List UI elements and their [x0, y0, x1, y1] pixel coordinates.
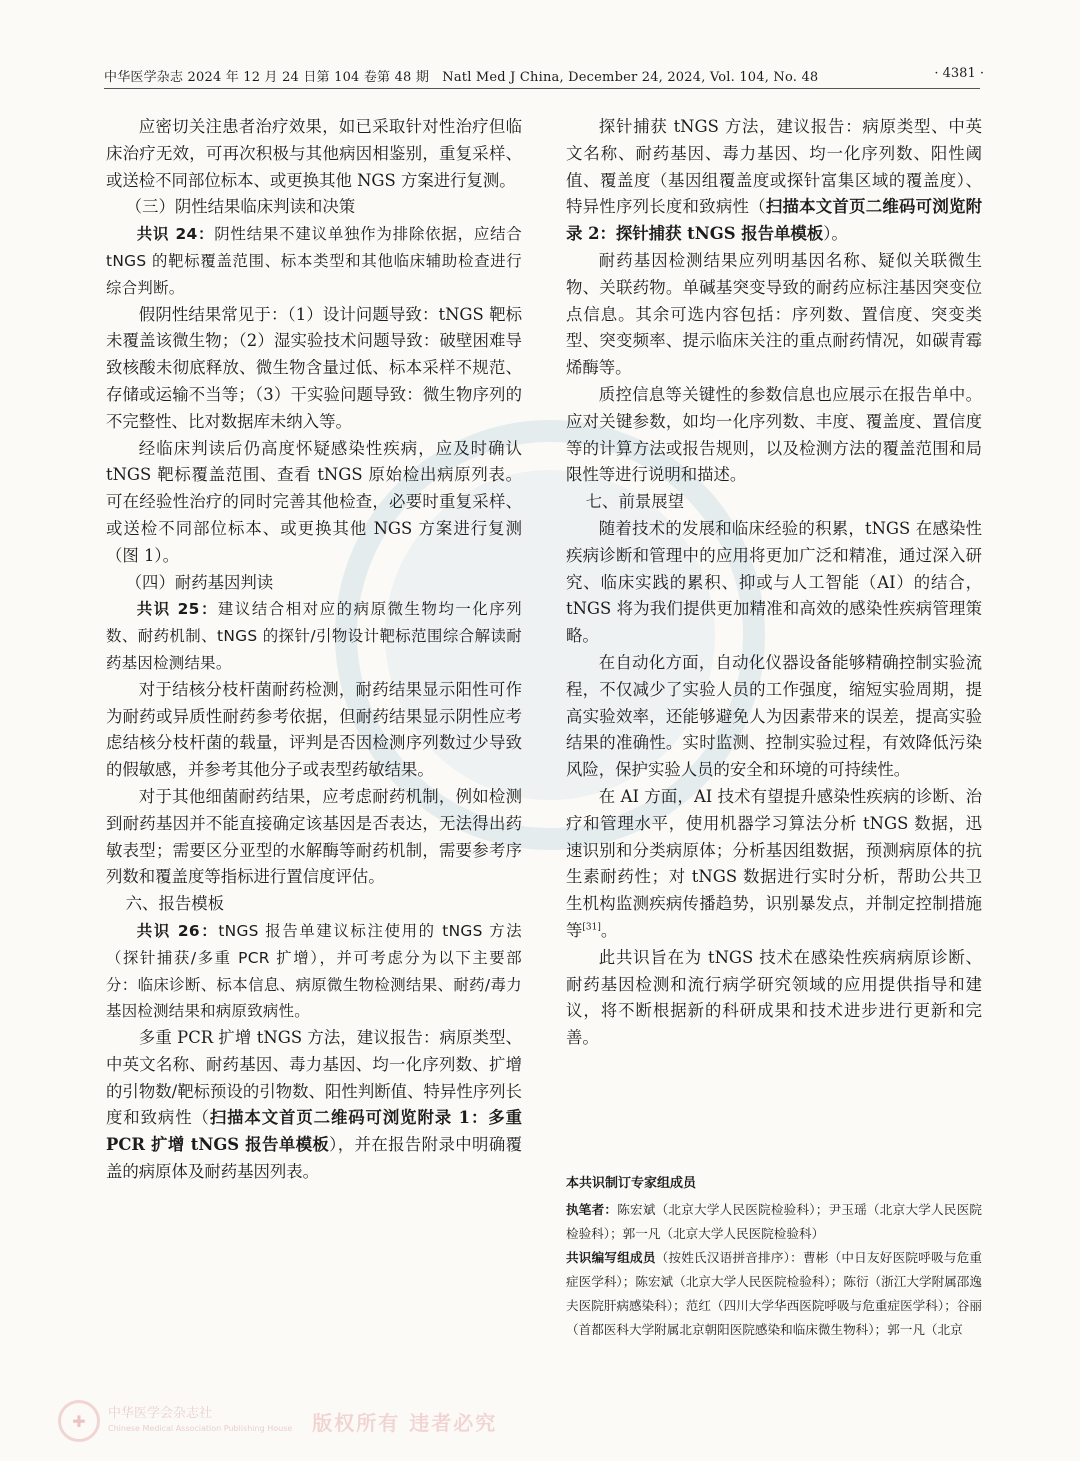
section-heading: （三）阴性结果临床判读和决策	[125, 197, 356, 217]
paragraph: 对于其他细菌耐药结果，应考虑耐药机制，例如检测到耐药基因并不能直接确定该基因是否表达，无法得出药敏表型；需要区分亚型的水解酶等耐药机制，需要参考序列数和覆盖度等指标进行置信度评估。	[106, 786, 522, 887]
authors-line	[566, 1198, 982, 1246]
reference-marker: [31]	[582, 922, 601, 933]
group-text: （按姓氏汉语拼音排序）：曹彬（中日友好医院呼吸与危重症医学科）；陈宏斌（北京大学人民医院检验科）；陈衍（浙江大学附属邵逸夫医院肝病感染科）；范红（四川大学华西医院呼吸与危重症医学科）；谷丽（首都医科大学附属北京朝阳医院感染和临床微生物科）；郭一凡（北京	[566, 1250, 982, 1337]
consensus-26	[106, 918, 522, 1025]
paragraph: 此共识旨在为 tNGS 技术在感染性疾病病原诊断、耐药基因检测和流行病学研究领域的应用提供指导和建议，将不断根据新的科研成果和技术进步进行更新和完善。	[566, 947, 982, 1048]
text-run: 探针捕获 tNGS 方法，建议报告：病原类型、中英文名称、耐药基因、毒力基因、均一化序列数、阳性阈值、覆盖度（基因组覆盖度或探针富集区域的覆盖度）、特异性序列长度和致病性（	[566, 117, 982, 217]
publisher-en: Chinese Medical Association Publishing House	[108, 1424, 293, 1433]
text-run: ）。	[823, 224, 848, 244]
paragraph	[566, 784, 982, 945]
group-label: 共识编写组成员	[566, 1250, 656, 1265]
header-rule	[104, 88, 980, 89]
group-line	[566, 1246, 982, 1342]
section-heading: 七、前景展望	[585, 492, 685, 512]
appendix-link: 扫描本文首页二维码可浏览附录 1：多重 PCR 扩增 tNGS 报告单模板	[106, 1108, 522, 1155]
paragraph: 对于结核分枝杆菌耐药检测，耐药结果显示阳性可作为耐药或异质性耐药参考依据，但耐药结果显示阴性应考虑结核分枝杆菌的载量，评判是否因检测序列数过少导致的假敏感，并参考其他分子或表型药敏结果。	[106, 679, 522, 780]
paragraph: 质控信息等关键性的参数信息也应展示在报告单中。应对关键参数，如均一化序列数、丰度、覆盖度、置信度等的计算方法或报告规则，以及检测方法的覆盖范围和局限性等进行说明和描述。	[566, 384, 982, 485]
expert-group-title: 本共识制订专家组成员	[566, 1176, 697, 1191]
publisher-name	[108, 1406, 292, 1436]
publisher-seal-icon: ✚	[58, 1400, 100, 1442]
consensus-24	[106, 221, 522, 301]
left-column	[106, 114, 522, 1186]
paragraph: 随着技术的发展和临床经验的积累，tNGS 在感染性疾病诊断和管理中的应用将更加广泛和精准，通过深入研究、临床实践的累积、抑或与人工智能（AI）的结合，tNGS 将为我们提供更加精准和高效的感染性疾病管理策略。	[566, 518, 982, 646]
running-header	[104, 66, 984, 86]
text-run: 。	[600, 920, 618, 940]
publisher-cn: 中华医学会杂志社	[108, 1406, 213, 1421]
consensus-label: 共识 26：	[136, 921, 219, 940]
section-heading: （四）耐药基因判读	[125, 572, 274, 592]
paragraph: 应密切关注患者治疗效果，如已采取针对性治疗但临床治疗无效，可再次积极与其他病因相鉴别，重复采样、或送检不同部位标本、或更换其他 NGS 方案进行复测。	[106, 117, 522, 190]
section-heading: 六、报告模板	[125, 894, 225, 914]
text-run: 多重 PCR 扩增 tNGS 方法，建议报告：病原类型、中英文名称、耐药基因、毒力基因、均一化序列数、扩增的引物数/靶标预设的引物数、阳性判断值、特异性序列长度和致病性（	[106, 1028, 522, 1128]
right-column	[566, 114, 982, 1052]
consensus-text: 建议结合相对应的病原微生物均一化序列数、耐药机制、tNGS 的探针/引物设计靶标范围综合解读耐药基因检测结果。	[106, 600, 523, 672]
text-run: 在 AI 方面，AI 技术有望提升感染性疾病的诊断、治疗和管理水平，使用机器学习算法分析 tNGS 数据，迅速识别和分类病原体；分析基因组数据，预测病原体的抗生素耐药性；对 tNGS 数据进行实时分析，帮助公共卫生机构监测疾病传播趋势，识别暴发点，并制定控制措施等	[566, 786, 982, 940]
paragraph	[106, 1025, 522, 1186]
authors-text: 陈宏斌（北京大学人民医院检验科）；尹玉瑶（北京大学人民医院检验科）；郭一凡（北京大学人民医院检验科）	[566, 1202, 983, 1241]
consensus-label: 共识 25：	[136, 600, 218, 619]
appendix-link: 扫描本文首页二维码可浏览附录 2：探针捕获 tNGS 报告单模板	[566, 197, 983, 244]
paragraph: 经临床判读后仍高度怀疑感染性疾病，应及时确认 tNGS 靶标覆盖范围、查看 tNGS 原始检出病原列表。可在经验性治疗的同时完善其他检查，必要时重复采样、或送检不同部位标本、或更换其他 NGS 方案进行复测（图 1）。	[106, 438, 522, 565]
expert-group	[566, 1172, 982, 1342]
authors-label: 执笔者：	[566, 1202, 618, 1217]
consensus-text: tNGS 报告单建议标注使用的 tNGS 方法（探针捕获/多重 PCR 扩增），并可考虑分为以下主要部分：临床诊断、标本信息、病原微生物检测结果、耐药/毒力基因检测结果和病原致病性。	[106, 921, 522, 1021]
paragraph: 耐药基因检测结果应列明基因名称、疑似关联微生物、关联药物。单碱基突变导致的耐药应标注基因突变位点信息。其余可选内容包括：序列数、置信度、突变类型、突变频率、提示临床关注的重点耐药情况，如碳青霉烯酶等。	[566, 250, 982, 378]
paragraph: 在自动化方面，自动化仪器设备能够精确控制实验流程，不仅减少了实验人员的工作强度，缩短实验周期，提高实验效率，还能够避免人为因素带来的误差，提高实验结果的准确性。实时监测、控制实验过程，有效降低污染风险，保护实验人员的安全和环境的可持续性。	[566, 652, 982, 780]
text-run: ），并在报告附录中明确覆盖的病原体及耐药基因列表。	[106, 1135, 522, 1182]
publisher-footer	[58, 1400, 497, 1442]
consensus-text: 阴性结果不建议单独作为排除依据，应结合 tNGS 的靶标覆盖范围、标本类型和其他临床辅助检查进行综合判断。	[106, 225, 523, 297]
consensus-label: 共识 24：	[136, 225, 215, 244]
page-number: · 4381 ·	[934, 66, 984, 81]
journal-citation: 中华医学杂志 2024 年 12 月 24 日第 104 卷第 48 期 Natl Med J China, December 24, 2024, Vol. 104, No. 48	[104, 70, 819, 85]
copyright-stamp: 版权所有 违者必究	[312, 1410, 498, 1435]
paragraph: 假阴性结果常见于：（1）设计问题导致：tNGS 靶标未覆盖该微生物；（2）湿实验技术问题导致：破壁困难导致核酸未彻底释放、微生物含量过低、标本采样不规范、存储或运输不当等；（3）干实验问题导致：微生物序列的不完整性、比对数据库未纳入等。	[106, 304, 522, 431]
paragraph	[566, 114, 982, 248]
consensus-25	[106, 596, 522, 676]
